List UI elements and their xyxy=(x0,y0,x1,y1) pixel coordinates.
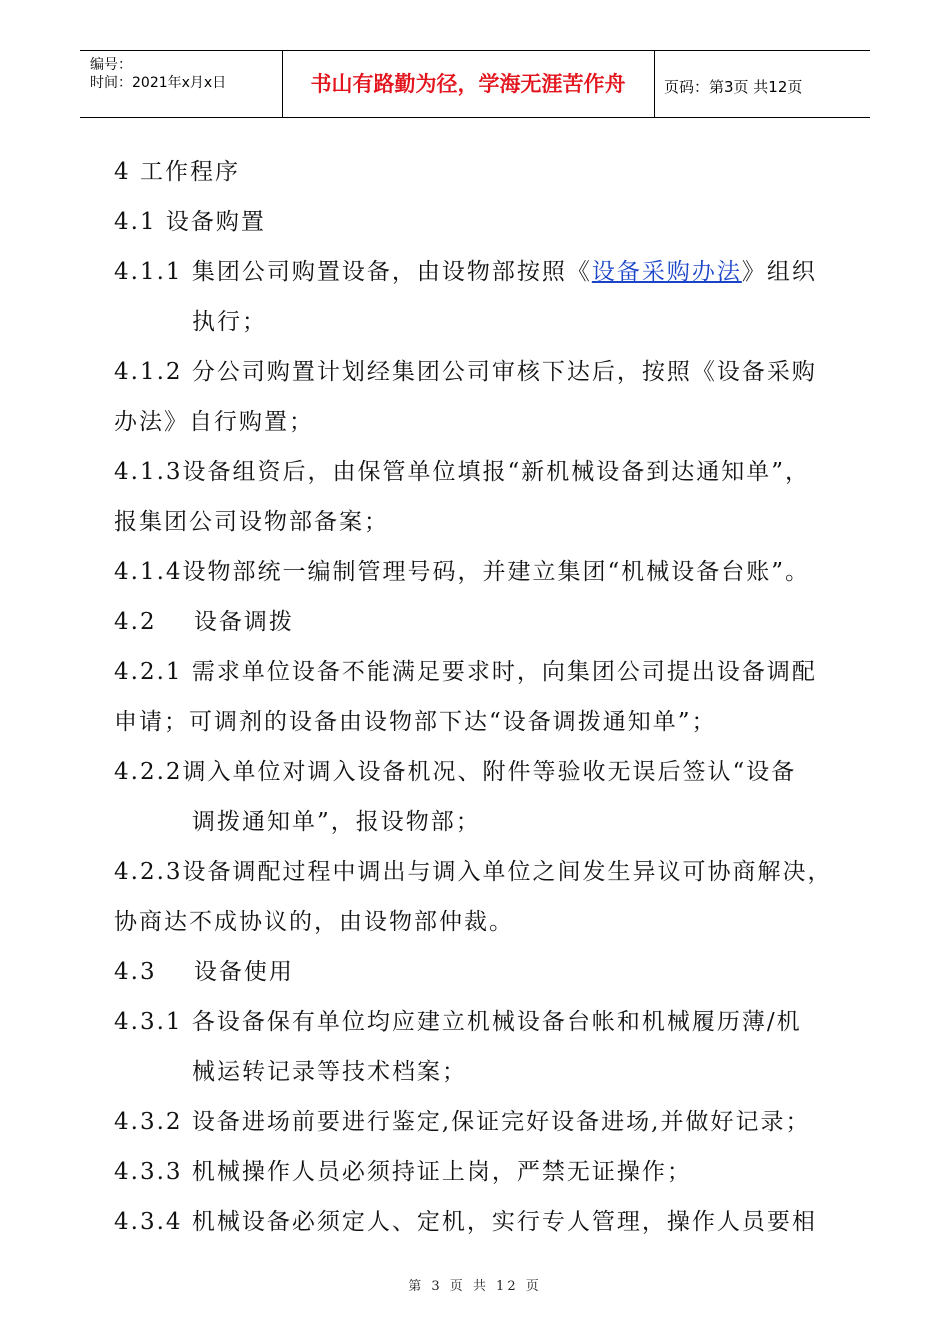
paragraph-line: 办法》自行购置； xyxy=(114,409,314,435)
subsection-heading: 4.2 设备调拨 xyxy=(114,609,294,635)
paragraph-line: 4.3.1 各设备保有单位均应建立机械设备台帐和机械履历薄/机 xyxy=(114,1009,802,1035)
paragraph-line: 4.2.3设备调配过程中调出与调入单位之间发生异议可协商解决， xyxy=(114,859,833,885)
paragraph-line: 4.3.4 机械设备必须定人、定机，实行专人管理，操作人员要相 xyxy=(114,1209,817,1235)
paragraph-line xyxy=(114,257,817,287)
subsection-heading: 4.1 设备购置 xyxy=(114,209,266,235)
paragraph-line: 4.1.2 分公司购置计划经集团公司审核下达后，按照《设备采购 xyxy=(114,359,817,385)
paragraph-line: 4.2.2调入单位对调入设备机况、附件等验收无误后签认“设备 xyxy=(114,759,797,785)
paragraph-line: 4.1.3设备组资后，由保管单位填报“新机械设备到达通知单”， xyxy=(114,459,811,485)
paragraph-text: 4.1.1 集团公司购置设备，由设物部按照《 xyxy=(114,259,592,285)
header-time-label: 时间：2021年x月x日 xyxy=(90,75,227,91)
header-motto: 书山有路勤为径，学海无涯苦作舟 xyxy=(310,72,626,96)
paragraph-line: 4.3.2 设备进场前要进行鉴定,保证完好设备进场,并做好记录； xyxy=(114,1109,811,1135)
header-bottom-rule xyxy=(80,117,870,118)
paragraph-text: 》组织 xyxy=(741,259,817,285)
header-top-rule xyxy=(80,50,870,51)
paragraph-line: 调拨通知单”，报设物部； xyxy=(192,809,481,835)
header-page-info: 页码：第3页 共12页 xyxy=(664,78,803,96)
paragraph-line: 4.2.1 需求单位设备不能满足要求时，向集团公司提出设备调配 xyxy=(114,659,817,685)
header-number-label: 编号： xyxy=(90,57,132,73)
paragraph-line: 报集团公司设物部备案； xyxy=(114,509,389,535)
subsection-heading: 4.3 设备使用 xyxy=(114,959,294,985)
paragraph-line: 4.3.3 机械操作人员必须持证上岗，严禁无证操作； xyxy=(114,1159,692,1185)
paragraph-line: 4.1.4设物部统一编制管理号码，并建立集团“机械设备台账”。 xyxy=(114,559,811,585)
header-divider xyxy=(654,50,655,117)
section-heading: 4 工作程序 xyxy=(114,159,240,185)
paragraph-line: 申请；可调剂的设备由设物部下达“设备调拨通知单”； xyxy=(114,709,717,735)
paragraph-line: 械运转记录等技术档案； xyxy=(192,1059,467,1085)
paragraph-line: 执行； xyxy=(192,309,267,335)
page-footer: 第 3 页 共 12 页 xyxy=(408,1279,542,1294)
procurement-method-link[interactable]: 设备采购办法 xyxy=(591,259,742,285)
paragraph-line: 协商达不成协议的，由设物部仲裁。 xyxy=(114,909,514,935)
